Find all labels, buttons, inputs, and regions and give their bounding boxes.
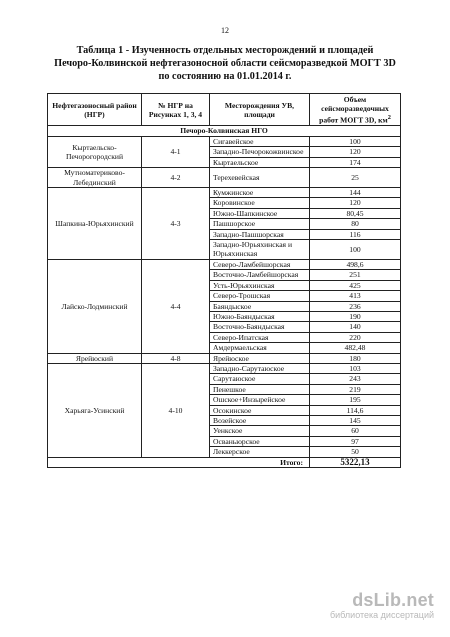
field-name: Западно-Пашшорская — [210, 229, 310, 239]
field-name: Амдермаельская — [210, 343, 310, 353]
fields-table — [47, 93, 401, 468]
field-volume: 60 — [310, 426, 401, 436]
field-volume: 144 — [310, 188, 401, 198]
region-name: Шапкина-Юрьяхинский — [48, 188, 142, 260]
field-name: Пенешкое — [210, 384, 310, 394]
field-volume: 243 — [310, 374, 401, 384]
field-name: Северо-Ипатская — [210, 332, 310, 342]
field-name: Терехевейская — [210, 168, 310, 188]
table-body — [48, 126, 401, 458]
region-code: 4-3 — [142, 188, 210, 260]
watermark-logo — [330, 590, 434, 620]
total-row — [48, 457, 401, 467]
region-code: 4-10 — [142, 363, 210, 457]
total-label: Итого: — [48, 457, 310, 467]
field-volume: 145 — [310, 415, 401, 425]
field-name: Сарутаюское — [210, 374, 310, 384]
field-volume: 195 — [310, 395, 401, 405]
field-name: Коровинское — [210, 198, 310, 208]
table-row — [48, 137, 401, 147]
field-volume: 220 — [310, 332, 401, 342]
table-row — [48, 168, 401, 188]
region-name: Лайско-Лодминский — [48, 259, 142, 353]
region-name: Ярейюский — [48, 353, 142, 363]
field-volume: 251 — [310, 270, 401, 280]
field-volume: 100 — [310, 137, 401, 147]
field-volume: 219 — [310, 384, 401, 394]
header-region: Нефтегазоносный район (НГР) — [48, 94, 142, 126]
field-volume: 174 — [310, 157, 401, 167]
table-row — [48, 259, 401, 269]
field-volume: 114,6 — [310, 405, 401, 415]
field-name: Западно-Сарутаюское — [210, 363, 310, 373]
field-volume: 425 — [310, 280, 401, 290]
region-name: Харьяга-Усинский — [48, 363, 142, 457]
field-volume: 120 — [310, 198, 401, 208]
field-name: Усть-Юрьяхинская — [210, 280, 310, 290]
field-name: Сигавейское — [210, 137, 310, 147]
field-volume: 97 — [310, 436, 401, 446]
field-name: Возейское — [210, 415, 310, 425]
region-code: 4-1 — [142, 137, 210, 168]
caption-line: Печоро-Колвинской нефтегазоносной области сейсморазведкой МОГТ 3D — [54, 58, 396, 69]
field-name: Кыртаельское — [210, 157, 310, 167]
field-name: Баяндыское — [210, 301, 310, 311]
field-name: Осваньюрское — [210, 436, 310, 446]
table-row — [48, 188, 401, 198]
table-header-row — [48, 94, 401, 126]
header-volume — [310, 94, 401, 126]
header-field: Месторождения УВ, площади — [210, 94, 310, 126]
field-name: Кумжинское — [210, 188, 310, 198]
total-value: 5322,13 — [310, 457, 401, 467]
field-name: Осокинское — [210, 405, 310, 415]
field-name: Ошское+Инзырейское — [210, 395, 310, 405]
field-name: Северо-Трошская — [210, 291, 310, 301]
caption-line: Таблица 1 - Изученность отдельных месторождений и площадей — [76, 45, 374, 56]
field-name: Западно-Юрьяхинская и Юрьяхинская — [210, 240, 310, 260]
field-volume: 80,45 — [310, 208, 401, 218]
field-name: Восточно-Ламбейшорская — [210, 270, 310, 280]
field-volume: 120 — [310, 147, 401, 157]
region-name: Мутноматериково-Лебединский — [48, 168, 142, 188]
field-volume: 25 — [310, 168, 401, 188]
table-row — [48, 353, 401, 363]
field-volume: 103 — [310, 363, 401, 373]
field-volume: 50 — [310, 447, 401, 457]
field-volume: 180 — [310, 353, 401, 363]
group-row — [48, 126, 401, 137]
field-name: Ярейюское — [210, 353, 310, 363]
field-volume: 140 — [310, 322, 401, 332]
field-volume: 498,6 — [310, 259, 401, 269]
field-volume: 100 — [310, 240, 401, 260]
field-name: Южно-Баяндыская — [210, 311, 310, 321]
table-row — [48, 363, 401, 373]
field-name: Западно-Печорокожвинское — [210, 147, 310, 157]
page-number: 12 — [221, 26, 229, 35]
field-name: Северо-Ламбейшорская — [210, 259, 310, 269]
watermark-main: dsLib.net — [352, 590, 434, 610]
field-name: Уенкское — [210, 426, 310, 436]
field-name: Леккерское — [210, 447, 310, 457]
header-volume-sup: 2 — [387, 113, 391, 121]
group-title: Печоро-Колвинская НГО — [48, 126, 401, 137]
field-name: Пашшорское — [210, 219, 310, 229]
field-volume: 413 — [310, 291, 401, 301]
region-code: 4-2 — [142, 168, 210, 188]
field-name: Восточно-Баяндыская — [210, 322, 310, 332]
field-volume: 482,48 — [310, 343, 401, 353]
header-ngr-number: № НГР на Рисунках 1, 3, 4 — [142, 94, 210, 126]
table-caption — [30, 44, 420, 83]
field-volume: 190 — [310, 311, 401, 321]
field-volume: 116 — [310, 229, 401, 239]
watermark-sub: библиотека диссертаций — [329, 610, 434, 620]
field-volume: 236 — [310, 301, 401, 311]
header-volume-text: Объем сейсморазведочных работ МОГТ 3D, км — [319, 94, 389, 125]
region-code: 4-4 — [142, 259, 210, 353]
field-volume: 80 — [310, 219, 401, 229]
region-code: 4-8 — [142, 353, 210, 363]
caption-line: по состоянию на 01.01.2014 г. — [158, 71, 292, 82]
field-name: Южно-Шапкинское — [210, 208, 310, 218]
region-name: Кыртаельско-Печорогородский — [48, 137, 142, 168]
